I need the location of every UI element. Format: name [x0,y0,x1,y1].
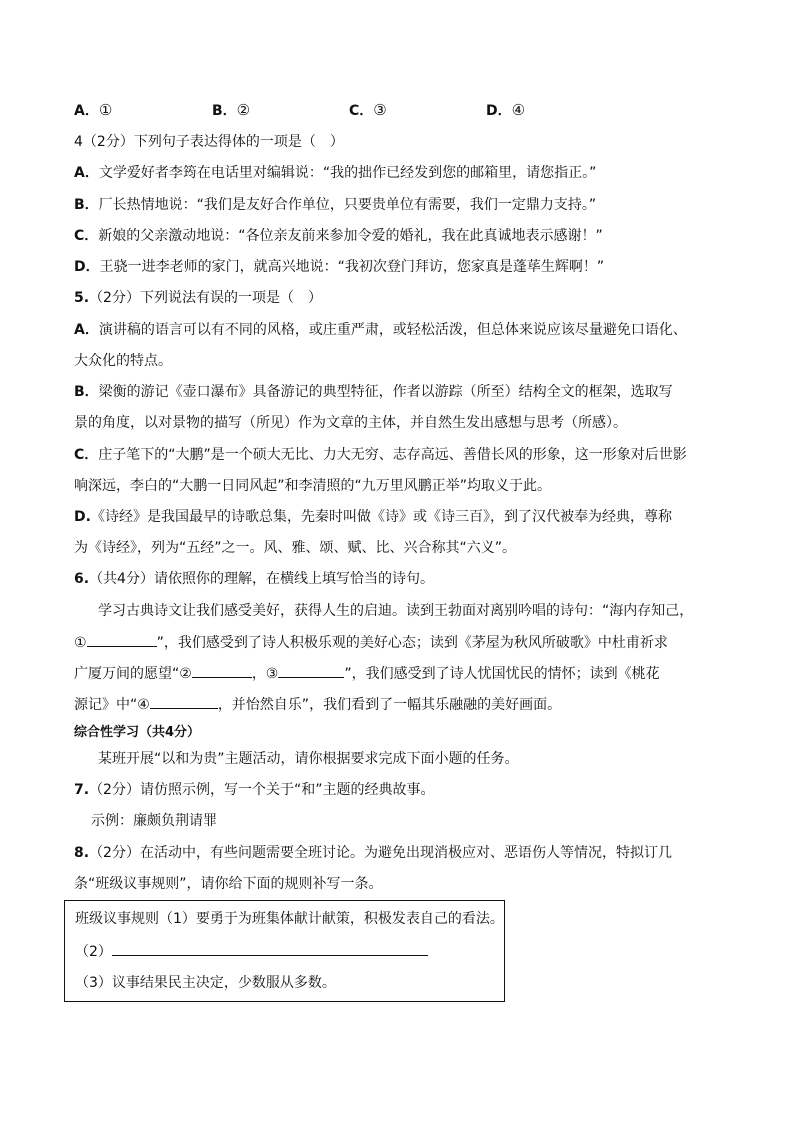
rule-2-label: （2） [75,944,112,960]
q5-option-b[interactable] [74,382,673,402]
option-text: 《诗经》是我国最早的诗歌总集，先秦时叫做《诗》或《诗三百》，到了汉代被奉为经典，尊称 [90,509,672,525]
blank-1-input[interactable] [87,632,157,647]
q4-option-a[interactable] [74,163,596,183]
q4-option-d[interactable] [74,257,604,277]
q5-option-b-cont: 景的角度，以对景物的描写（所见）作为文章的主体，并自然生发出感想与思考（所感）。 [74,415,627,431]
q7-stem [74,780,434,800]
option-letter: B． [74,384,99,400]
q8-stem-cont: 条“班级议事规则”，请你给下面的规则补写一条。 [74,876,383,892]
question-number: 5. [74,290,90,306]
option-letter: B． [212,103,237,119]
blank-4-input[interactable] [150,694,218,709]
q6-stem [74,569,434,589]
question-text: （2分）下列说法有误的一项是（ ） [89,290,322,306]
question-text: （2分）请仿照示例，写一个关于“和”主题的经典故事。 [89,782,435,798]
q3-option-c[interactable] [349,100,387,121]
option-letter: C． [349,103,374,119]
passage-text: ”，我们感受到了诗人积极乐观的美好心态；读到《茅屋为秋风所破歌》中杜甫祈求 [156,635,668,651]
q6-passage-line-1: 学习古典诗文让我们感受美好，获得人生的启迪。读到王勃面对离别吟唱的诗句：“海内存知己， [98,603,694,619]
q5-option-c[interactable] [74,445,687,465]
rule-2 [75,941,428,962]
passage-text: ”，我们感受到了诗人忧国忧民的情怀；读到《桃花 [344,666,660,682]
question-text: （共4分）请依照你的理解，在横线上填写恰当的诗句。 [89,571,434,587]
option-symbol: ③ [373,101,387,119]
q6-passage-line-3 [74,663,660,684]
q7-example: 示例：廉颇负荆请罪 [91,813,217,829]
blank-3-input[interactable] [278,663,344,678]
section-intro: 某班开展“以和为贵”主题活动，请你根据要求完成下面小题的任务。 [98,751,519,767]
q4-stem: 4（2分）下列句子表达得体的一项是（ ） [74,134,344,150]
q5-stem [74,288,322,308]
option-text: 文学爱好者李筠在电话里对编辑说：“我的拙作已经发到您的邮箱里，请您指正。” [98,165,597,181]
q4-option-b[interactable] [74,195,596,215]
q6-passage-line-2 [74,632,668,653]
rules-box [64,900,505,1002]
option-letter: B． [74,197,99,213]
passage-text: ，③ [251,666,279,682]
option-letter: C． [74,447,99,463]
q4-option-c[interactable] [74,226,603,246]
option-letter: D． [486,103,512,119]
option-letter: A． [74,103,99,119]
rule-2-input[interactable] [112,941,428,956]
question-number: 7. [74,782,90,798]
blank-marker: ① [74,635,87,651]
option-text: 梁衡的游记《壶口瀑布》具备游记的典型特征，作者以游踪（所至）结构全文的框架，选取写 [98,384,673,400]
rule-3: （3）议事结果民主决定，少数服从多数。 [75,975,336,991]
q5-option-d[interactable] [74,507,672,527]
option-letter: D． [74,259,100,275]
q5-option-d-cont: 为《诗经》，列为“五经”之一。风、雅、颂、赋、比、兴合称其“六义”。 [74,540,517,556]
question-number: 8. [74,845,90,861]
q8-stem [74,843,672,863]
q3-option-a[interactable] [74,100,112,121]
q3-option-b[interactable] [212,100,250,121]
section-title: 综合性学习（共4分） [74,725,201,740]
rule-1: 班级议事规则（1）要勇于为班集体献计献策，积极发表自己的看法。 [75,911,504,927]
q3-option-d[interactable] [486,100,525,121]
option-symbol: ④ [511,101,526,119]
option-letter: D. [74,509,91,525]
q5-option-c-cont: 响深远，李白的“大鹏一日同风起”和李清照的“九万里风鹏正举”均取义于此。 [74,478,552,494]
option-text: 新娘的父亲激动地说：“各位亲友前来参加令爱的婚礼，我在此真诚地表示感谢！” [98,228,603,244]
option-letter: C． [74,228,99,244]
option-text: 演讲稿的语言可以有不同的风格，或庄重严肃，或轻松活泼，但总体来说应该尽量避免口语化、 [98,322,687,338]
option-letter: A． [74,322,99,338]
option-symbol: ② [236,101,251,119]
q6-passage-line-4 [74,694,561,715]
passage-text: 源记》中“④ [74,697,150,713]
option-text: 王骁一进李老师的家门，就高兴地说：“我初次登门拜访，您家真是蓬荜生辉啊！” [99,259,605,275]
blank-2-input[interactable] [192,663,252,678]
question-text: （2分）在活动中，有些问题需要全班讨论。为避免出现消极应对、恶语伤人等情况，特拟订几 [89,845,672,861]
question-number: 6. [74,571,90,587]
option-text: 厂长热情地说：“我们是友好合作单位，只要贵单位有需要，我们一定鼎力支持。” [98,197,597,213]
q5-option-a-cont: 大众化的特点。 [74,353,172,369]
q5-option-a[interactable] [74,320,687,340]
option-letter: A． [74,165,99,181]
option-text: 庄子笔下的“大鹏”是一个硕大无比、力大无穷、志存高远、善借长风的形象，这一形象对后世影 [98,447,687,463]
passage-text: ，并怡然自乐”，我们看到了一幅其乐融融的美好画面。 [217,697,562,713]
passage-text: 广厦万间的愿望“② [74,666,192,682]
option-symbol: ① [98,101,113,119]
